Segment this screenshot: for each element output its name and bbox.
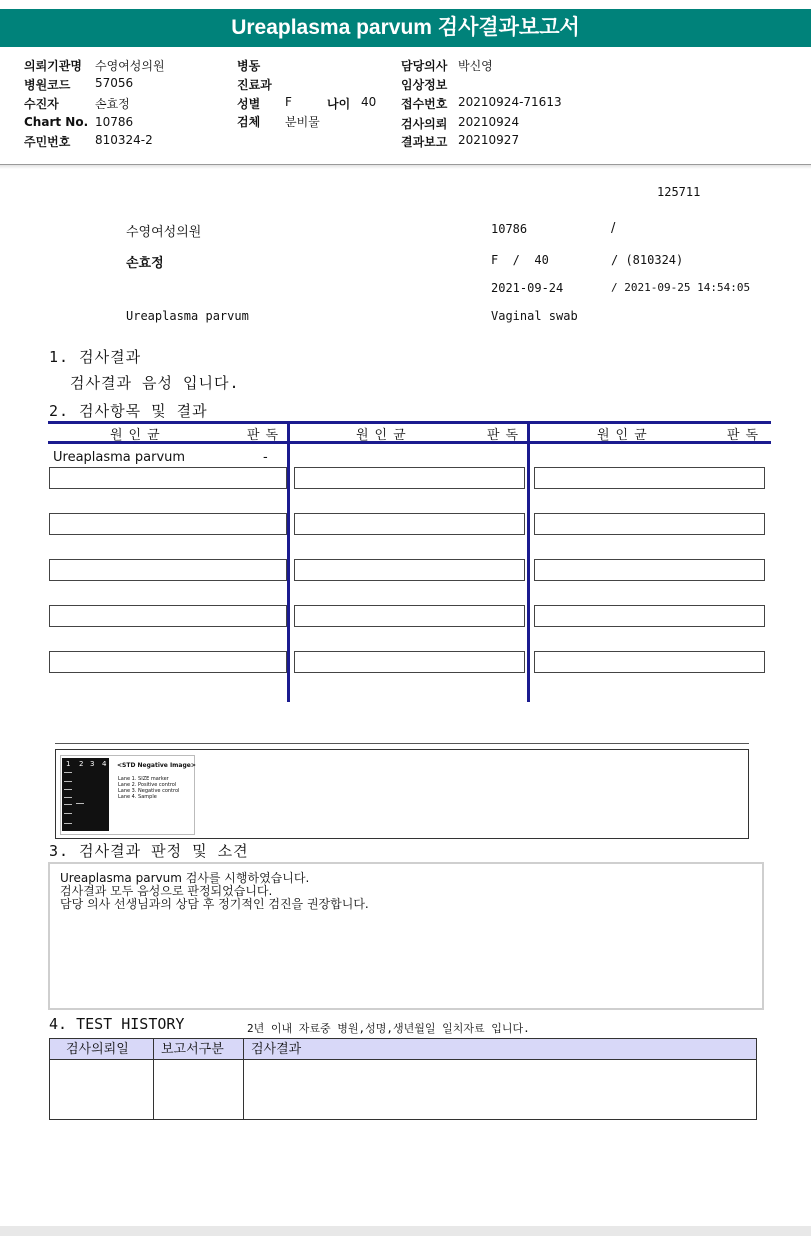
receipt-no-value: 20210924-71613 bbox=[458, 95, 562, 109]
summary-collect-date: 2021-09-24 bbox=[491, 281, 564, 295]
summary-institution: 수영여성의원 bbox=[126, 225, 202, 240]
gel-caption-line: Lane 4. Sample bbox=[118, 794, 157, 800]
gel-lane-number: 1 bbox=[66, 760, 71, 768]
gel-band bbox=[76, 803, 84, 804]
institution-value: 수영여성의원 bbox=[95, 59, 165, 73]
ward-label: 병동 bbox=[237, 59, 261, 73]
gel-band bbox=[64, 813, 72, 814]
result-cell-empty bbox=[534, 605, 765, 627]
result-cell-empty bbox=[49, 605, 287, 627]
age-value: 40 bbox=[361, 95, 377, 109]
header-divider bbox=[0, 165, 811, 169]
resident-no-value: 810324-2 bbox=[95, 133, 153, 147]
result-cell-empty bbox=[294, 605, 525, 627]
result-row-pathogen: Ureaplasma parvum bbox=[53, 450, 186, 465]
col3-judgement-header: 판독 bbox=[727, 428, 765, 443]
opinion-box bbox=[48, 862, 764, 1010]
gel-band bbox=[64, 804, 72, 805]
sex-label: 성별 bbox=[237, 97, 261, 111]
gel-electrophoresis-image bbox=[62, 758, 109, 831]
summary-specimen-type: Vaginal swab bbox=[491, 309, 578, 323]
summary-report-datetime: / 2021-09-25 14:54:05 bbox=[611, 281, 751, 294]
gel-band bbox=[64, 797, 72, 798]
result-row-judgement: - bbox=[263, 450, 268, 465]
request-date-value: 20210924 bbox=[458, 115, 520, 129]
col2-judgement-header: 판독 bbox=[487, 428, 525, 443]
summary-test-name: Ureaplasma parvum bbox=[126, 309, 249, 323]
history-col-report-type: 보고서구분 bbox=[161, 1042, 224, 1057]
result-cell-empty bbox=[294, 559, 525, 581]
result-date-value: 20210927 bbox=[458, 133, 520, 147]
history-col-result: 검사결과 bbox=[251, 1042, 302, 1057]
table-col-divider-2 bbox=[527, 421, 530, 702]
doctor-label: 담당의사 bbox=[401, 59, 448, 73]
result-cell-empty bbox=[49, 467, 287, 489]
opinion-line: 담당 의사 선생님과의 상담 후 정기적인 검진을 권장합니다. bbox=[60, 897, 369, 911]
history-note: 2년 이내 자료중 병원,성명,생년월일 일치자료 입니다. bbox=[247, 1022, 530, 1035]
gel-lane-number: 3 bbox=[90, 760, 95, 768]
report-header bbox=[0, 47, 811, 165]
result-cell-empty bbox=[294, 651, 525, 673]
gel-caption-line: Lane 1. SIZE marker bbox=[118, 776, 169, 782]
col3-pathogen-header: 원인균 bbox=[597, 428, 653, 443]
report-title: Ureaplasma parvum 검사결과보고서 bbox=[0, 9, 811, 47]
gel-caption-line: Lane 3. Negative control bbox=[118, 788, 180, 794]
gel-band bbox=[64, 781, 72, 782]
summary-birth: / (810324) bbox=[611, 253, 684, 267]
specimen-value: 분비물 bbox=[285, 115, 320, 129]
summary-patient: 손효정 bbox=[126, 256, 164, 271]
result-cell-empty bbox=[534, 559, 765, 581]
history-col-divider bbox=[153, 1039, 154, 1119]
result-cell-empty bbox=[534, 513, 765, 535]
opinion-line: 검사결과 모두 음성으로 판정되었습니다. bbox=[60, 884, 273, 898]
col1-pathogen-header: 원인균 bbox=[110, 428, 166, 443]
specimen-label: 검체 bbox=[237, 115, 261, 129]
receipt-no-label: 접수번호 bbox=[401, 97, 448, 111]
summary-sex-age: F / 40 bbox=[491, 253, 549, 267]
chart-no-value: 10786 bbox=[95, 115, 134, 129]
summary-slash: / bbox=[611, 221, 616, 236]
gel-band bbox=[64, 823, 72, 824]
section2-heading: 2. 검사항목 및 결과 bbox=[49, 402, 208, 420]
request-date-label: 검사의뢰 bbox=[401, 117, 448, 131]
footer-bar bbox=[0, 1226, 811, 1236]
report-number: 125711 bbox=[657, 185, 701, 199]
result-cell-empty bbox=[294, 467, 525, 489]
age-label: 나이 bbox=[327, 97, 351, 111]
gel-lane-number: 2 bbox=[79, 760, 84, 768]
summary-chart-no: 10786 bbox=[491, 222, 528, 236]
section4-heading: 4. TEST HISTORY bbox=[49, 1015, 185, 1033]
gel-band bbox=[64, 772, 72, 773]
result-cell-empty bbox=[294, 513, 525, 535]
resident-no-label: 주민번호 bbox=[24, 135, 71, 149]
department-label: 진료과 bbox=[237, 78, 272, 92]
opinion-line: Ureaplasma parvum 검사를 시행하였습니다. bbox=[60, 871, 310, 885]
section1-heading: 1. 검사결과 bbox=[49, 348, 142, 366]
history-col-divider bbox=[243, 1039, 244, 1119]
table-col-divider-1 bbox=[287, 421, 290, 702]
clinical-info-label: 임상정보 bbox=[401, 78, 448, 92]
gel-caption-title: <STD Negative Image> bbox=[117, 762, 196, 769]
gel-top-rule bbox=[55, 743, 749, 744]
institution-label: 의뢰기관명 bbox=[24, 59, 82, 73]
result-cell-empty bbox=[534, 467, 765, 489]
patient-label: 수진자 bbox=[24, 97, 59, 111]
result-cell-empty bbox=[49, 513, 287, 535]
hospital-code-value: 57056 bbox=[95, 76, 134, 90]
col1-judgement-header: 판독 bbox=[247, 428, 285, 443]
result-cell-empty bbox=[49, 559, 287, 581]
history-table bbox=[49, 1038, 757, 1120]
sex-value: F bbox=[285, 95, 292, 109]
doctor-value: 박신영 bbox=[458, 59, 493, 73]
gel-caption-line: Lane 2. Positive control bbox=[118, 782, 177, 788]
chart-no-label: Chart No. bbox=[24, 115, 89, 129]
history-col-request-date: 검사의뢰일 bbox=[66, 1042, 129, 1057]
gel-band bbox=[64, 789, 72, 790]
col2-pathogen-header: 원인균 bbox=[356, 428, 412, 443]
result-date-label: 결과보고 bbox=[401, 135, 448, 149]
section1-result: 검사결과 음성 입니다. bbox=[70, 374, 240, 392]
result-cell-empty bbox=[534, 651, 765, 673]
result-cell-empty bbox=[49, 651, 287, 673]
patient-value: 손효정 bbox=[95, 97, 130, 111]
hospital-code-label: 병원코드 bbox=[24, 78, 71, 92]
gel-lane-number: 4 bbox=[102, 760, 107, 768]
section3-heading: 3. 검사결과 판정 및 소견 bbox=[49, 842, 249, 860]
